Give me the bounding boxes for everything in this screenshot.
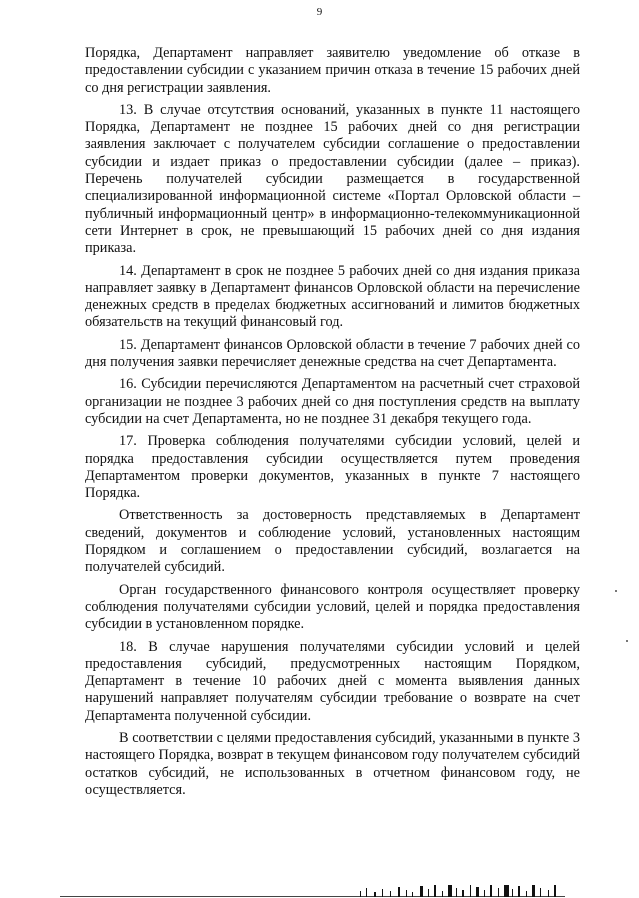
- scan-speck: [615, 590, 617, 592]
- scan-tick: [420, 886, 423, 897]
- scanner-edge-artifact: [60, 883, 565, 897]
- scan-tick: [448, 885, 452, 897]
- paragraph-14: 14. Департамент в срок не позднее 5 рабочих дней со дня издания приказа направляет заявку в Департамент финансов Орловской области на перечисление денежных средств в пределах бюджетных ассигнований и лимитов бюджетных обязательств на текущий финансовый год.: [85, 262, 580, 331]
- scan-tick: [434, 885, 436, 897]
- paragraph-responsibility: Ответственность за достоверность представляемых в Департамент сведений, документов и соблюдение условий, установленных настоящим Порядком и соглашением о предоставлении субсидий, возлагается на получателей субсидий.: [85, 507, 580, 576]
- scan-tick: [456, 888, 457, 897]
- scan-tick: [548, 890, 549, 897]
- paragraph-18: 18. В случае нарушения получателями субсидии условий и целей предоставления субсидий, предусмотренных настоящим Порядком, Департамент в течение 10 рабочих дней с момента выявления данных нарушений направляет получателям субсидии требование о возврате на счет Департамента полученной субсидии.: [85, 638, 580, 724]
- paragraph-16: 16. Субсидии перечисляются Департаментом на расчетный счет страховой организации не позднее 3 рабочих дней со дня поступления средств на выплату субсидии на счет Департамента, но не позднее 31 декабря текущего года.: [85, 376, 580, 427]
- scan-tick: [428, 889, 429, 897]
- scan-tick: [484, 890, 485, 897]
- scan-tick: [532, 885, 535, 897]
- scan-tick: [554, 885, 556, 897]
- paragraph-15: 15. Департамент финансов Орловской области в течение 7 рабочих дней со дня получения заявки перечисляет денежные средства на счет Департамента.: [85, 336, 580, 371]
- scan-tick: [398, 887, 400, 897]
- scan-tick: [374, 892, 376, 897]
- scan-tick: [390, 891, 391, 897]
- scan-tick: [366, 888, 367, 897]
- scan-tick: [476, 887, 479, 897]
- scan-tick: [406, 890, 407, 897]
- scan-tick: [498, 888, 499, 897]
- paragraph-13: 13. В случае отсутствия оснований, указанных в пункте 11 настоящего Порядка, Департамент не позднее 15 рабочих дней со дня регистрации заявления заключает с получателем субсидии соглашение о предоставлении субсидии и издает приказ о предоставлении субсидии (далее – приказ). Перечень получателей субсидии размещается в государственной специализированной информационной системе «Портал Орловской области – публичный информационный центр» в информационно-телекоммуникационной сети Интернет в срок, не превышающий 15 рабочих дней со дня издания приказа.: [85, 101, 580, 257]
- scan-tick: [412, 892, 413, 897]
- scan-tick: [526, 891, 527, 897]
- scan-tick: [504, 885, 509, 897]
- paragraph-financial-control: Орган государственного финансового контроля осуществляет проверку соблюдения получателями субсидии условий, целей и порядка предоставления субсидии в установленном порядке.: [85, 581, 580, 633]
- scan-tick: [462, 890, 464, 897]
- paragraph-no-return: В соответствии с целями предоставления субсидий, указанными в пункте 3 настоящего Порядка, возврат в текущем финансовом году получателем субсидий остатков субсидий, не использованных в отчетном финансовом году, не осуществляется.: [85, 729, 580, 798]
- scan-tick: [382, 889, 383, 897]
- scan-speck: [626, 640, 628, 642]
- scan-tick: [512, 889, 513, 897]
- scan-tick: [540, 888, 541, 897]
- scan-tick: [442, 891, 443, 897]
- page-number: 9: [316, 6, 323, 18]
- scan-tick: [470, 885, 471, 897]
- scan-tick: [360, 891, 361, 897]
- document-body: [85, 45, 580, 799]
- paragraph-refusal-notice: Порядка, Департамент направляет заявителю уведомление об отказе в предоставлении субсидии с указанием причин отказа в течение 15 рабочих дней со дня регистрации заявления.: [85, 45, 580, 96]
- paragraph-17: 17. Проверка соблюдения получателями субсидии условий, целей и порядка предоставления субсидии осуществляется путем проведения Департаментом проверки документов, указанных в пункте 7 настоящего Порядка.: [85, 433, 580, 502]
- scan-tick: [490, 885, 492, 897]
- scan-tick: [518, 886, 520, 897]
